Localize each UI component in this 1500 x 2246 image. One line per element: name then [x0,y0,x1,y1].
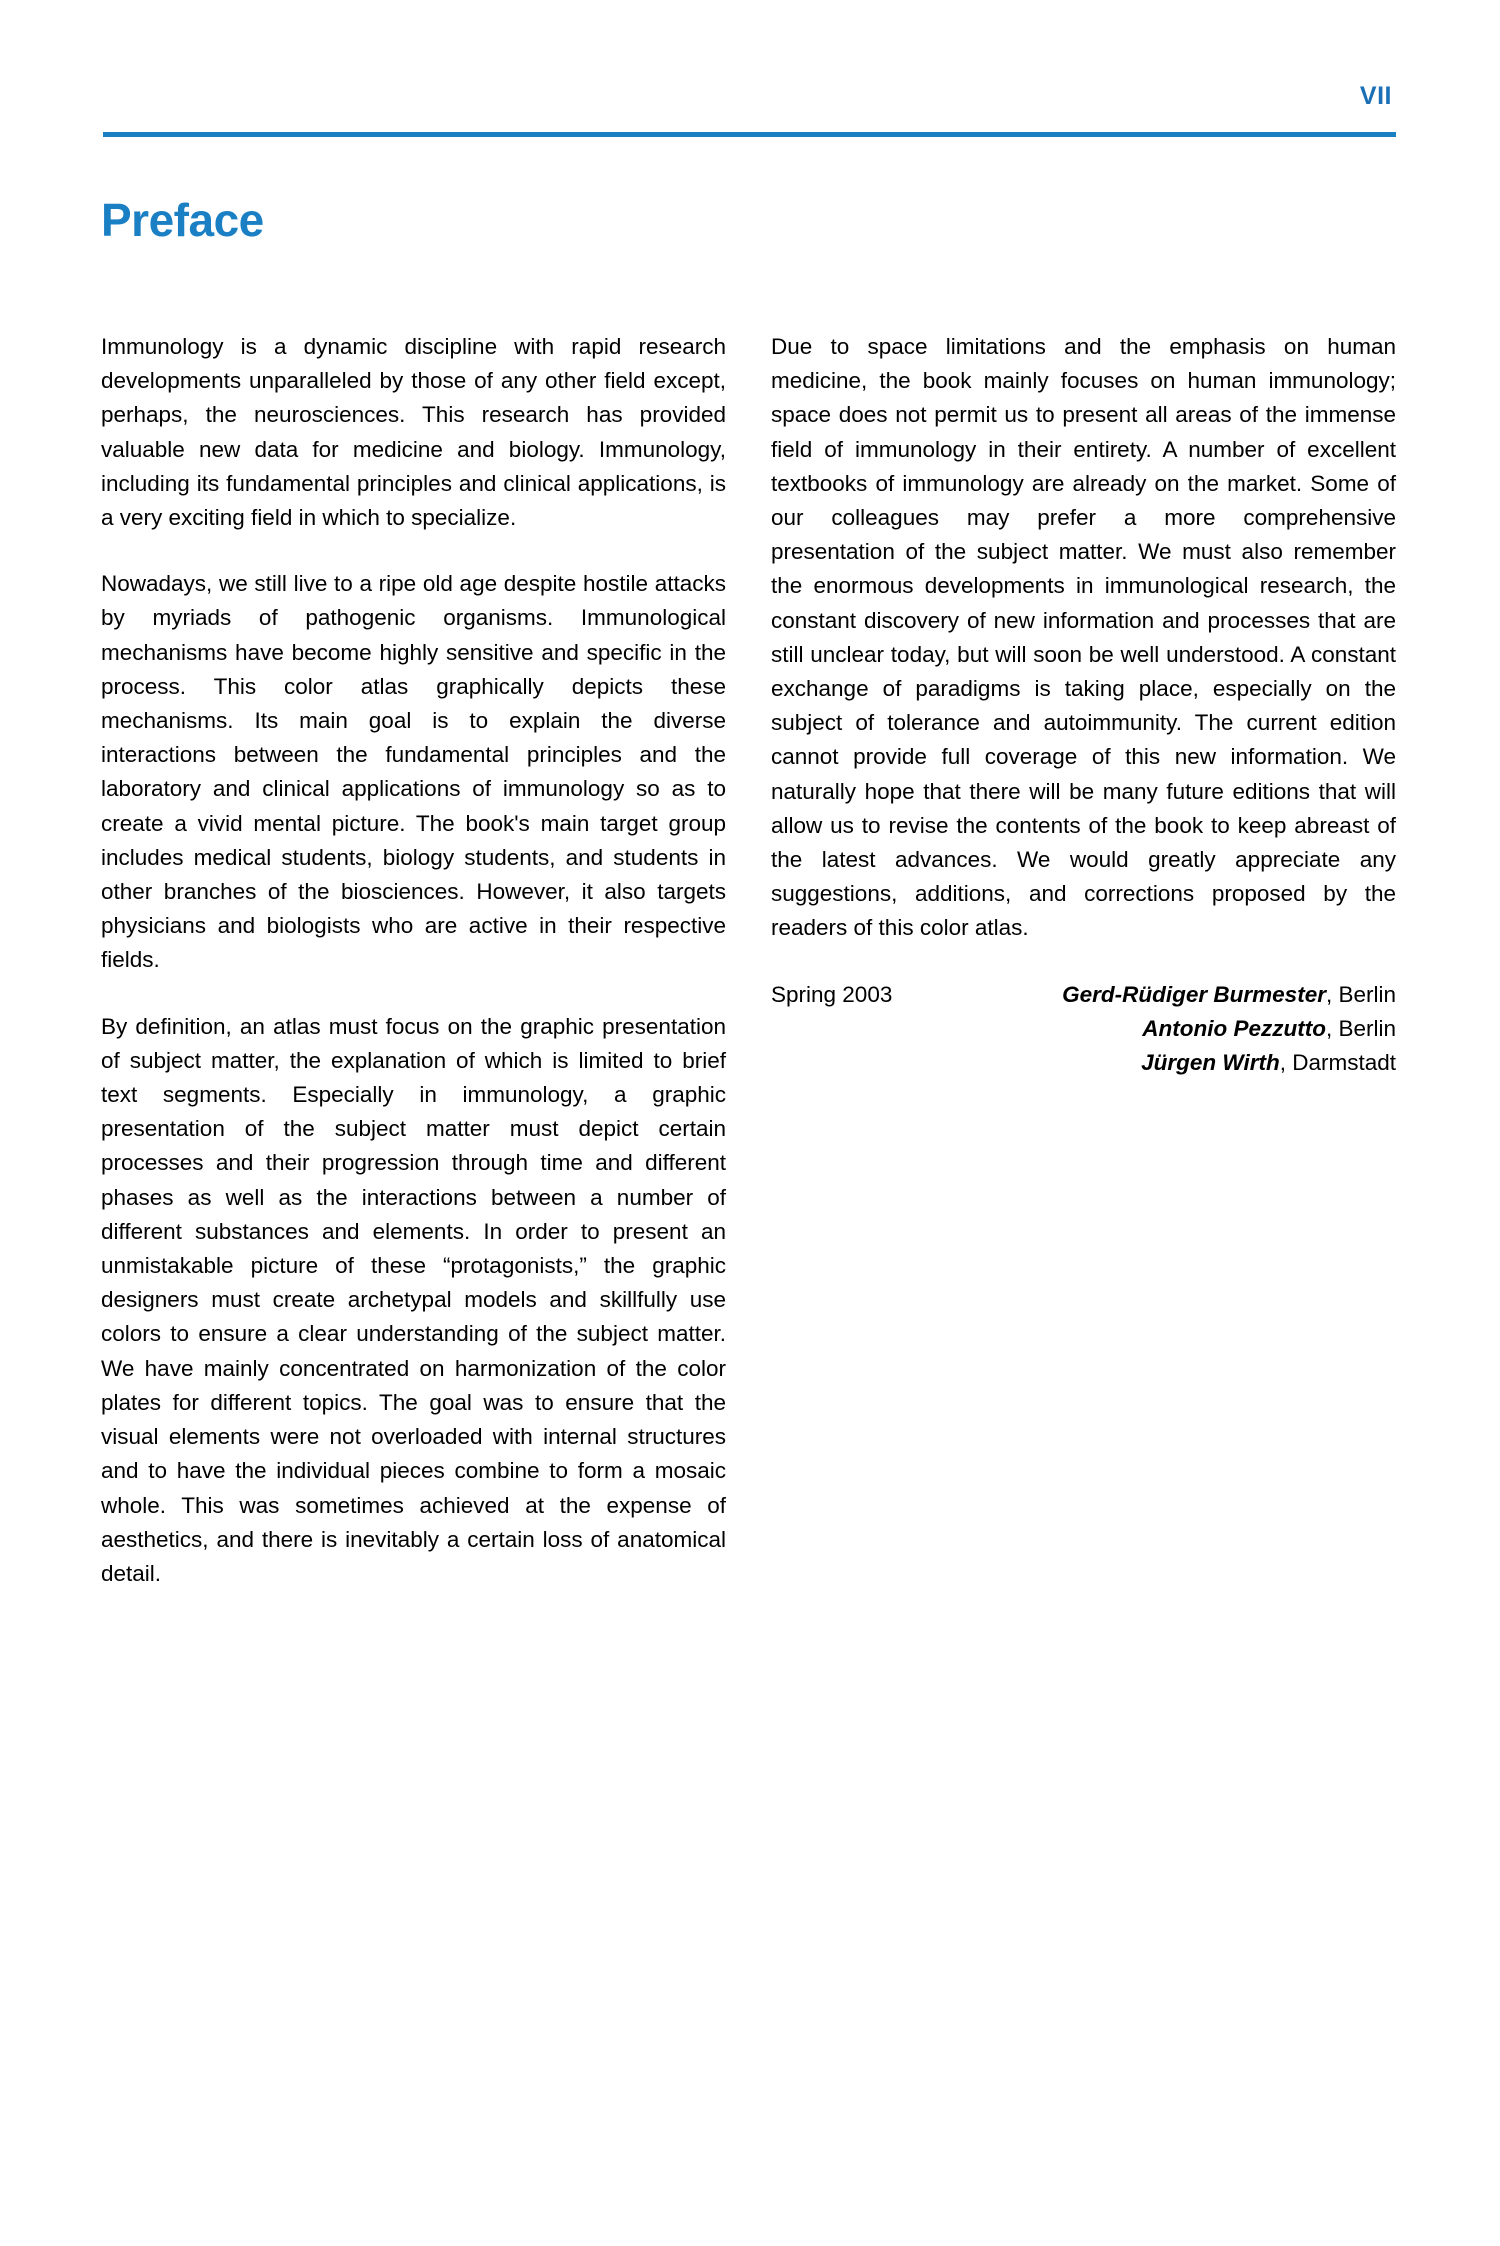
author-name: Antonio Pezzutto [1142,1015,1326,1041]
author-line [986,1012,1396,1046]
page-number: VII [1359,82,1392,110]
paragraph: Immunology is a dynamic discipline with rapid research developments unparalleled by those of any other field except, perhaps, the neurosciences. This research has provided valuable new data for medicine and biology. Immunology, including its fundamental principles and clinical applications, is a very exciting field in which to specialize. [101,334,726,531]
author-city: , Berlin [1325,1015,1396,1041]
signature-authors [986,978,1396,1081]
body-columns [101,330,1397,1591]
author-line [986,1046,1396,1080]
paragraph: By definition, an atlas must focus on the graphic presentation of subject matter, the explanation of which is limited to brief text segments. Especially in immunology, a graphic presentation of the subject matter must depict certain processes and their progression through time and different phases as well as the interactions between a number of different substances and elements. In order to present an unmistakable picture of these “protagonists,” the graphic designers must create archetypal models and skillfully use colors to ensure a clear understanding of the subject matter. We have mainly concentrated on harmonization of the color plates for different topics. The goal was to ensure that the visual elements were not overloaded with internal structures and to have the individual pieces combine to form a mosaic whole. This was sometimes achieved at the expense of aesthetics, and there is inevitably a certain loss of anatomical detail. [101,1013,726,1586]
author-city: , Berlin [1325,981,1396,1007]
paragraph: Nowadays, we still live to a ripe old age despite hostile attacks by myriads of pathogenic organisms. Immunological mechanisms have become highly sensitive and specific in the process. This color atlas graphically depicts these mechanisms. Its main goal is to explain the diverse interactions between the fundamental principles and the laboratory and clinical applications of immunology so as to create a vivid mental picture. The book's main target group includes medical students, biology students, and students in other branches of the biosciences. However, it also targets physicians and biologists who are active in their respective fields. [101,571,726,973]
signature-block [771,978,1396,1081]
author-name: Jürgen Wirth [1141,1050,1280,1076]
page-title: Preface [101,193,264,246]
left-column [101,330,726,1591]
author-city: , Darmstadt [1279,1050,1396,1076]
right-column [771,330,1396,1591]
header-divider [103,132,1396,137]
signature-date: Spring 2003 [771,981,893,1007]
author-line [986,978,1396,1012]
paragraph: Due to space limitations and the emphasis on human medicine, the book mainly focuses on human immunology; space does not permit us to present all areas of the immense field of immunology in their entirety. A number of excellent textbooks of immunology are already on the market. Some of our colleagues may prefer a more comprehensive presentation of the subject matter. We must also remember the enormous developments in immunological research, the constant discovery of new information and processes that are still unclear today, but will soon be well understood. A constant exchange of paradigms is taking place, especially on the subject of tolerance and autoimmunity. The current edition cannot provide full coverage of this new information. We naturally hope that there will be many future editions that will allow us to revise the contents of the book to keep abreast of the latest advances. We would greatly appreciate any suggestions, additions, and corrections proposed by the readers of this color atlas. [771,334,1396,941]
author-name: Gerd-Rüdiger Burmester [1062,981,1326,1007]
